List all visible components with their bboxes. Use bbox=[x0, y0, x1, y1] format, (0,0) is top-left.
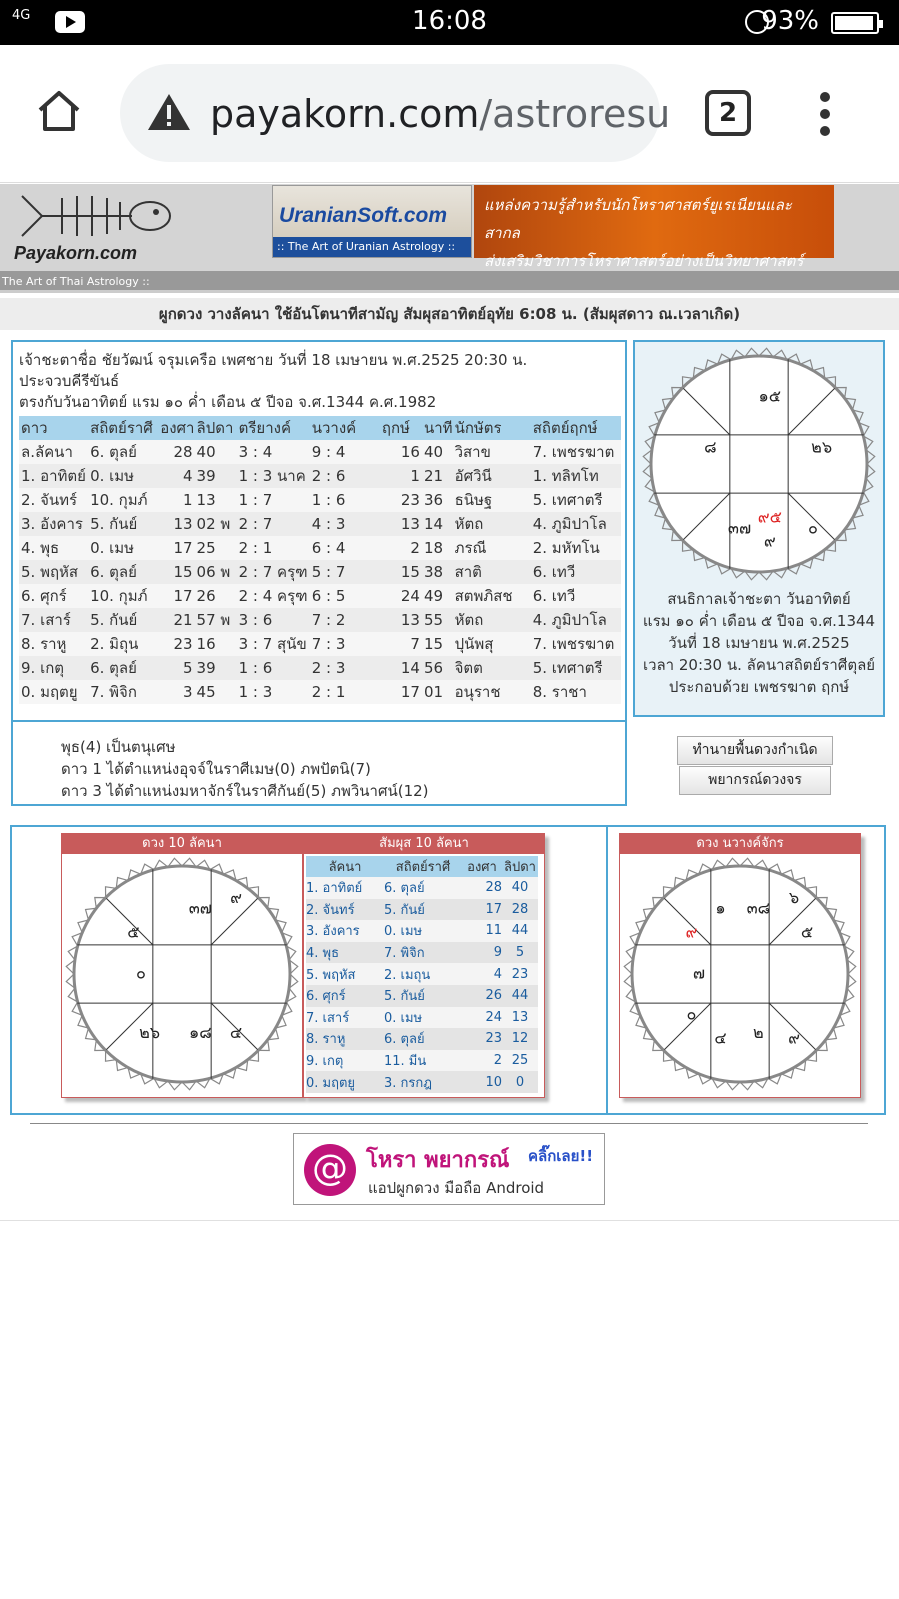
notes-list bbox=[61, 736, 429, 802]
planet-cell: 57 พ bbox=[195, 608, 237, 632]
planet-cell: 9. เกตุ bbox=[19, 656, 88, 680]
birth-chart-panel bbox=[633, 340, 885, 717]
chart-summary bbox=[637, 588, 881, 698]
planet-cell: 7 : 3 bbox=[310, 632, 380, 656]
planet-header: ลิปดา bbox=[195, 416, 237, 440]
aspects10-panel bbox=[303, 833, 545, 1098]
planet-cell: 13 bbox=[195, 488, 237, 512]
planet-cell: 0. เมษ bbox=[88, 464, 158, 488]
planet-row bbox=[19, 488, 621, 512]
site-logo[interactable] bbox=[12, 186, 172, 266]
planet-cell: 55 bbox=[422, 608, 453, 632]
planet-cell: 1. ทลิทโท bbox=[531, 464, 621, 488]
planet-cell: 10. กุมภ์ bbox=[88, 488, 158, 512]
aspect-cell: 17 bbox=[462, 899, 502, 921]
chart-cell-label: ๒๖ bbox=[139, 1022, 161, 1042]
planet-cell: สาติ bbox=[453, 560, 531, 584]
overflow-menu-icon[interactable] bbox=[820, 92, 832, 136]
planet-cell: 4. ภูมิปาโล bbox=[531, 608, 621, 632]
aspect-cell: 4. พุธ bbox=[306, 942, 384, 964]
summary-line: วันที่ 18 เมษายน พ.ศ.2525 bbox=[668, 634, 850, 652]
planet-cell: 5. กันย์ bbox=[88, 608, 158, 632]
planet-cell: 4 bbox=[158, 464, 194, 488]
aspect-cell: 5 bbox=[502, 942, 538, 964]
chart-cell-label: ๙๕ bbox=[757, 507, 782, 527]
planet-cell: 5. กันย์ bbox=[88, 512, 158, 536]
planet-row bbox=[19, 560, 621, 584]
planet-cell: 56 bbox=[422, 656, 453, 680]
warning-icon[interactable] bbox=[146, 92, 192, 132]
planet-cell: 1 bbox=[158, 488, 194, 512]
planet-cell: 3 : 4 bbox=[237, 440, 310, 464]
planet-header: สถิตย์ฤกษ์ bbox=[531, 416, 621, 440]
planet-cell: 9 : 4 bbox=[310, 440, 380, 464]
planet-cell: 14 bbox=[422, 512, 453, 536]
planet-cell: 24 bbox=[380, 584, 422, 608]
planet-cell: 5 : 7 bbox=[310, 560, 380, 584]
aspect-cell: 25 bbox=[502, 1050, 538, 1072]
planet-cell: 1 : 6 bbox=[237, 656, 310, 680]
aspect-cell: 10 bbox=[462, 1071, 502, 1093]
uraniansoft-ad[interactable] bbox=[272, 185, 472, 258]
planet-cell: ภรณี bbox=[453, 536, 531, 560]
birth-chart bbox=[635, 342, 883, 582]
planet-row bbox=[19, 680, 621, 704]
planet-row bbox=[19, 464, 621, 488]
ad1-subtitle: :: The Art of Uranian Astrology :: bbox=[273, 237, 471, 257]
battery-icon bbox=[831, 12, 879, 34]
aspect-cell: 7. เสาร์ bbox=[306, 1007, 384, 1029]
chart-cell-label: ๑๕ bbox=[758, 386, 782, 406]
chart-cell-label: ๑๘ bbox=[188, 1022, 212, 1042]
navang-title: ดวง นวางค์จักร bbox=[620, 834, 860, 854]
summary-line: แรม ๑๐ ค่ำ เดือน ๕ ปีจอ จ.ศ.1344 bbox=[642, 612, 876, 630]
aspect-cell: 3. อังคาร bbox=[306, 920, 384, 942]
status-time: 16:08 bbox=[412, 6, 487, 36]
planet-cell: 02 พ bbox=[195, 512, 237, 536]
planet-cell: 2 : 3 bbox=[310, 656, 380, 680]
planet-header: นวางค์ bbox=[310, 416, 380, 440]
chart-cell-label: ๙ bbox=[685, 922, 698, 942]
planet-cell: 2 : 4 ครุฑ bbox=[237, 584, 310, 608]
chart-cell-label: ๙ bbox=[763, 531, 776, 551]
planet-cell: 6 : 5 bbox=[310, 584, 380, 608]
status-bar bbox=[0, 0, 899, 45]
planet-cell: 17 bbox=[380, 680, 422, 704]
planet-row bbox=[19, 440, 621, 464]
aspect-cell: 6. ตุลย์ bbox=[384, 877, 462, 899]
aspect-cell: 5. กันย์ bbox=[384, 899, 462, 921]
planet-position-table bbox=[19, 416, 621, 704]
planet-cell: 17 bbox=[158, 536, 194, 560]
chart10-panel bbox=[61, 833, 303, 1098]
planet-cell: 0. เมษ bbox=[88, 536, 158, 560]
ad1-title: UranianSoft.com bbox=[279, 204, 448, 227]
planet-cell: 49 bbox=[422, 584, 453, 608]
planet-cell: 01 bbox=[422, 680, 453, 704]
planet-cell: 6. ศุกร์ bbox=[19, 584, 88, 608]
chart-info-panel bbox=[11, 340, 627, 722]
planet-cell: 7. เพชรฆาต bbox=[531, 632, 621, 656]
chart-cell-label: ๓๗ bbox=[727, 518, 752, 538]
summary-line: ประกอบด้วย เพชรฆาต ฤกษ์ bbox=[668, 678, 850, 696]
panel-divider bbox=[606, 827, 608, 1113]
chart-cell-label: ๒๖ bbox=[811, 437, 833, 457]
aspect-cell: 2 bbox=[462, 1050, 502, 1072]
astrology-promo-ad[interactable] bbox=[474, 185, 834, 270]
signal-icon: 4G bbox=[12, 8, 31, 23]
aspect-cell: 44 bbox=[502, 985, 538, 1007]
tab-switcher-button[interactable]: 2 bbox=[705, 90, 751, 136]
aspect-cell: 4 bbox=[462, 963, 502, 985]
chart-cell-label: ๒ bbox=[753, 1022, 764, 1042]
note-item: ดาว 1 ได้ตำแหน่งอุจจ์ในราศีเมษ(0) ภพปัตนิ(7) bbox=[61, 760, 371, 778]
planet-cell: 7. เพชรฆาต bbox=[531, 440, 621, 464]
planet-cell: 5 bbox=[158, 656, 194, 680]
aspects10-title: สัมผุส 10 ลัคนา bbox=[304, 834, 544, 854]
planet-cell: 7. เสาร์ bbox=[19, 608, 88, 632]
site-tagline: The Art of Thai Astrology :: bbox=[0, 271, 899, 293]
fish-logo-icon bbox=[12, 186, 172, 244]
planet-cell: 15 bbox=[422, 632, 453, 656]
planet-cell: 23 bbox=[158, 632, 194, 656]
aspect-cell: 12 bbox=[502, 1028, 538, 1050]
aspect-cell: 2. เมถุน bbox=[384, 963, 462, 985]
chart-cell-label: ๔ bbox=[229, 1022, 243, 1042]
planet-row bbox=[19, 632, 621, 656]
aspect-cell: 44 bbox=[502, 920, 538, 942]
planet-cell: 6. ตุลย์ bbox=[88, 656, 158, 680]
natal-prediction-button[interactable]: ทำนายพื้นดวงกำเนิด bbox=[677, 736, 833, 765]
planet-cell: ปุนัพสุ bbox=[453, 632, 531, 656]
planet-cell: 15 bbox=[158, 560, 194, 584]
note-item: พุธ(4) เป็นตนุเศษ bbox=[61, 738, 176, 756]
planet-cell: 5. เทศาตรี bbox=[531, 488, 621, 512]
planet-cell: 13 bbox=[380, 608, 422, 632]
planet-cell: 13 bbox=[158, 512, 194, 536]
chart-cell-label: ๘ bbox=[704, 437, 717, 457]
ad2-line1: แหล่งความรู้สำหรับนักโหราศาสตร์ยูเรเนียนและสากล bbox=[484, 196, 792, 242]
planet-header: ดาว bbox=[19, 416, 88, 440]
planet-cell: 23 bbox=[380, 488, 422, 512]
aspect-row bbox=[306, 920, 538, 942]
planet-cell: 4 : 3 bbox=[310, 512, 380, 536]
planet-cell: 13 bbox=[380, 512, 422, 536]
planet-cell: 1 : 3 นาค bbox=[237, 464, 310, 488]
planet-cell: 38 bbox=[422, 560, 453, 584]
birth-province: ประจวบคีรีขันธ์ bbox=[19, 372, 120, 390]
chart10-title: ดวง 10 ลัคนา bbox=[62, 834, 302, 854]
url-path: /astroresu bbox=[479, 92, 671, 136]
aspects10-table bbox=[306, 856, 538, 1093]
chart-cell-label: ๐ bbox=[808, 518, 818, 538]
navang-panel bbox=[619, 833, 861, 1098]
aspect-cell: 9 bbox=[462, 942, 502, 964]
chart-cell-label: ๕ bbox=[800, 922, 814, 942]
planet-row bbox=[19, 584, 621, 608]
aspect-cell: 2. จันทร์ bbox=[306, 899, 384, 921]
aspect-cell: 0 bbox=[502, 1071, 538, 1093]
aspect-header: ลัคนา bbox=[306, 856, 384, 877]
chart-cell-label: ๐ bbox=[686, 1004, 697, 1024]
planet-cell: 3 bbox=[158, 680, 194, 704]
chart-cell-label: ๙ bbox=[230, 887, 242, 907]
aspect-row bbox=[306, 1050, 538, 1072]
planet-cell: 6. ตุลย์ bbox=[88, 440, 158, 464]
planet-cell: 3. อังคาร bbox=[19, 512, 88, 536]
app-logo-icon: @ bbox=[304, 1144, 356, 1196]
chart-cell-label: ๓๘ bbox=[746, 898, 771, 918]
planet-cell: 2. มิถุน bbox=[88, 632, 158, 656]
planet-cell: 45 bbox=[195, 680, 237, 704]
planet-header: นาที bbox=[422, 416, 453, 440]
aspect-row bbox=[306, 942, 538, 964]
app-ad-brand: โหรา พยากรณ์ bbox=[366, 1148, 510, 1173]
logo-text: Payakorn.com bbox=[14, 243, 138, 263]
aspect-cell: 3. กรกฎ bbox=[384, 1071, 462, 1093]
planet-cell: 3 : 6 bbox=[237, 608, 310, 632]
note-item: ดาว 3 ได้ตำแหน่งมหาจักร์ในราศีกันย์(5) ภพวินาศน์(12) bbox=[61, 782, 429, 800]
planet-header: ฤกษ์ bbox=[380, 416, 422, 440]
aspect-row bbox=[306, 899, 538, 921]
planet-cell: 2 : 1 bbox=[310, 680, 380, 704]
planet-cell: 6 : 4 bbox=[310, 536, 380, 560]
app-ad-banner[interactable] bbox=[293, 1133, 605, 1205]
planet-cell: 6. เทวี bbox=[531, 584, 621, 608]
planet-cell: สตพภิสช bbox=[453, 584, 531, 608]
aspect-cell: 23 bbox=[462, 1028, 502, 1050]
planet-row bbox=[19, 656, 621, 680]
planet-cell: 5. พฤหัส bbox=[19, 560, 88, 584]
planet-cell: 4. ภูมิปาโล bbox=[531, 512, 621, 536]
planet-cell: 2. จันทร์ bbox=[19, 488, 88, 512]
planet-cell: 40 bbox=[422, 440, 453, 464]
aspect-cell: 26 bbox=[462, 985, 502, 1007]
planet-header: องศา bbox=[158, 416, 194, 440]
planet-cell: อนุราช bbox=[453, 680, 531, 704]
aspect-cell: 5. พฤหัส bbox=[306, 963, 384, 985]
aspect-cell: 0. เมษ bbox=[384, 1007, 462, 1029]
planet-cell: 16 bbox=[380, 440, 422, 464]
aspect-row bbox=[306, 877, 538, 899]
planet-cell: 2. มหัทโน bbox=[531, 536, 621, 560]
aspect-row bbox=[306, 1007, 538, 1029]
aspect-cell: 28 bbox=[462, 877, 502, 899]
aspect-cell: 23 bbox=[502, 963, 538, 985]
planet-cell: 15 bbox=[380, 560, 422, 584]
planet-row bbox=[19, 536, 621, 560]
navang-wheel bbox=[620, 856, 860, 1096]
aspect-cell: 5. กันย์ bbox=[384, 985, 462, 1007]
planet-cell: 0. มฤตยู bbox=[19, 680, 88, 704]
planet-cell: 40 bbox=[195, 440, 237, 464]
planet-cell: 2 bbox=[380, 536, 422, 560]
aspect-cell: 0. มฤตยู bbox=[306, 1071, 384, 1093]
planet-cell: หัตถ bbox=[453, 608, 531, 632]
planet-cell: อัศวินี bbox=[453, 464, 531, 488]
planet-cell: จิตต bbox=[453, 656, 531, 680]
chart-cell-label: ๑ bbox=[715, 898, 726, 918]
transit-prediction-button[interactable]: พยากรณ์ดวงจร bbox=[679, 766, 831, 795]
planet-cell: 39 bbox=[195, 464, 237, 488]
planet-row bbox=[19, 512, 621, 536]
planet-cell: 26 bbox=[195, 584, 237, 608]
planet-cell: 18 bbox=[422, 536, 453, 560]
chart-cell-label: ๙ bbox=[788, 1028, 800, 1048]
planet-header: สถิตย์ราศี bbox=[88, 416, 158, 440]
notes-panel bbox=[11, 720, 627, 806]
planet-header: นักษัตร bbox=[453, 416, 531, 440]
aspect-row bbox=[306, 985, 538, 1007]
planet-cell: 1. อาทิตย์ bbox=[19, 464, 88, 488]
chart-cell-label: ๔ bbox=[714, 1028, 727, 1048]
planet-row bbox=[19, 608, 621, 632]
aspect-header: ลิปดา bbox=[502, 856, 538, 877]
app-ad-cta: คลิ๊กเลย!! bbox=[528, 1147, 594, 1165]
planet-cell: 39 bbox=[195, 656, 237, 680]
chart-cell-label: ๓๗ bbox=[188, 898, 212, 918]
aspect-row bbox=[306, 1028, 538, 1050]
planet-cell: 7 bbox=[380, 632, 422, 656]
aspect-cell: 24 bbox=[462, 1007, 502, 1029]
owner-name-line: เจ้าชะตาชื่อ ชัยวัฒน์ จรุมเครือ เพศชาย วันที่ 18 เมษายน พ.ศ.2525 20:30 น. bbox=[19, 351, 528, 369]
planet-cell: 21 bbox=[158, 608, 194, 632]
footer-divider bbox=[0, 1220, 899, 1221]
planet-cell: 1 bbox=[380, 464, 422, 488]
planet-header: ตรียางค์ bbox=[237, 416, 310, 440]
aspect-cell: 7. พิจิก bbox=[384, 942, 462, 964]
url-text[interactable] bbox=[210, 92, 671, 136]
planet-cell: 7. พิจิก bbox=[88, 680, 158, 704]
planet-cell: 2 : 1 bbox=[237, 536, 310, 560]
ad2-line2: ส่งเสริมวิชาการโหราศาสตร์อย่างเป็นวิทยาศาสตร์ bbox=[484, 252, 804, 270]
aspect-cell: 1. อาทิตย์ bbox=[306, 877, 384, 899]
planet-cell: 2 : 6 bbox=[310, 464, 380, 488]
aspect-cell: 8. ราหู bbox=[306, 1028, 384, 1050]
owner-info bbox=[19, 350, 527, 413]
aspect-header: สถิตย์ราศี bbox=[384, 856, 462, 877]
planet-cell: 2 : 7 bbox=[237, 512, 310, 536]
chart-cell-label: ๖ bbox=[788, 887, 800, 907]
aspect-cell: 9. เกตุ bbox=[306, 1050, 384, 1072]
aspect-cell: 13 bbox=[502, 1007, 538, 1029]
planet-cell: 5. เทศาตรี bbox=[531, 656, 621, 680]
chart-cell-label: ๐ bbox=[136, 963, 146, 983]
aspect-cell: 28 bbox=[502, 899, 538, 921]
planet-cell: 25 bbox=[195, 536, 237, 560]
planet-cell: 1 : 3 bbox=[237, 680, 310, 704]
planet-cell: ล.ลัคนา bbox=[19, 440, 88, 464]
planet-cell: 1 : 6 bbox=[310, 488, 380, 512]
planet-cell: 3 : 7 สุนัข bbox=[237, 632, 310, 656]
birth-date-line: ตรงกับวันอาทิตย์ แรม ๑๐ ค่ำ เดือน ๕ ปีจอ จ.ศ.1344 ค.ศ.1982 bbox=[19, 393, 437, 411]
planet-cell: 6. ตุลย์ bbox=[88, 560, 158, 584]
planet-cell: 21 bbox=[422, 464, 453, 488]
planet-cell: 17 bbox=[158, 584, 194, 608]
planet-cell: 8. ราชา bbox=[531, 680, 621, 704]
aspect-row bbox=[306, 1071, 538, 1093]
aspect-header: องศา bbox=[462, 856, 502, 877]
planet-cell: วิสาข bbox=[453, 440, 531, 464]
chart-cell-label: ๕ bbox=[127, 922, 140, 942]
battery-percent: 93% bbox=[761, 6, 819, 36]
aspect-row bbox=[306, 963, 538, 985]
aspect-cell: 11 bbox=[462, 920, 502, 942]
planet-cell: 1 : 7 bbox=[237, 488, 310, 512]
home-icon[interactable] bbox=[36, 88, 82, 134]
planet-cell: 28 bbox=[158, 440, 194, 464]
planet-cell: 10. กุมภ์ bbox=[88, 584, 158, 608]
aspect-cell: 11. มีน bbox=[384, 1050, 462, 1072]
planet-cell: 06 พ bbox=[195, 560, 237, 584]
planet-cell: ธนิษฐ bbox=[453, 488, 531, 512]
planet-cell: 6. เทวี bbox=[531, 560, 621, 584]
planet-cell: 7 : 2 bbox=[310, 608, 380, 632]
planet-cell: หัตถ bbox=[453, 512, 531, 536]
planet-cell: 36 bbox=[422, 488, 453, 512]
aspect-cell: 40 bbox=[502, 877, 538, 899]
app-ad-desc: แอปผูกดวง มือถือ Android bbox=[368, 1179, 545, 1197]
planet-cell: 8. ราหู bbox=[19, 632, 88, 656]
aspect-cell: 6. ตุลย์ bbox=[384, 1028, 462, 1050]
summary-line: สนธิกาลเจ้าชะตา วันอาทิตย์ bbox=[667, 590, 851, 608]
planet-cell: 2 : 7 ครุฑ bbox=[237, 560, 310, 584]
planet-cell: 16 bbox=[195, 632, 237, 656]
aspect-cell: 6. ศุกร์ bbox=[306, 985, 384, 1007]
planet-cell: 14 bbox=[380, 656, 422, 680]
url-host: payakorn.com bbox=[210, 92, 480, 136]
aspect-cell: 0. เมษ bbox=[384, 920, 462, 942]
summary-line: เวลา 20:30 น. ลัคนาสถิตย์ราศีตุลย์ bbox=[642, 656, 876, 674]
divider bbox=[30, 1123, 868, 1124]
chart10-wheel bbox=[62, 856, 302, 1096]
planet-cell: 4. พุธ bbox=[19, 536, 88, 560]
chart-cell-label: ๗ bbox=[692, 963, 706, 983]
page-title: ผูกดวง วางลัคนา ใช้อันโตนาทีสามัญ สัมผุสอาทิตย์อุทัย 6:08 น. (สัมผุสดาว ณ.เวลาเกิด) bbox=[0, 298, 899, 330]
